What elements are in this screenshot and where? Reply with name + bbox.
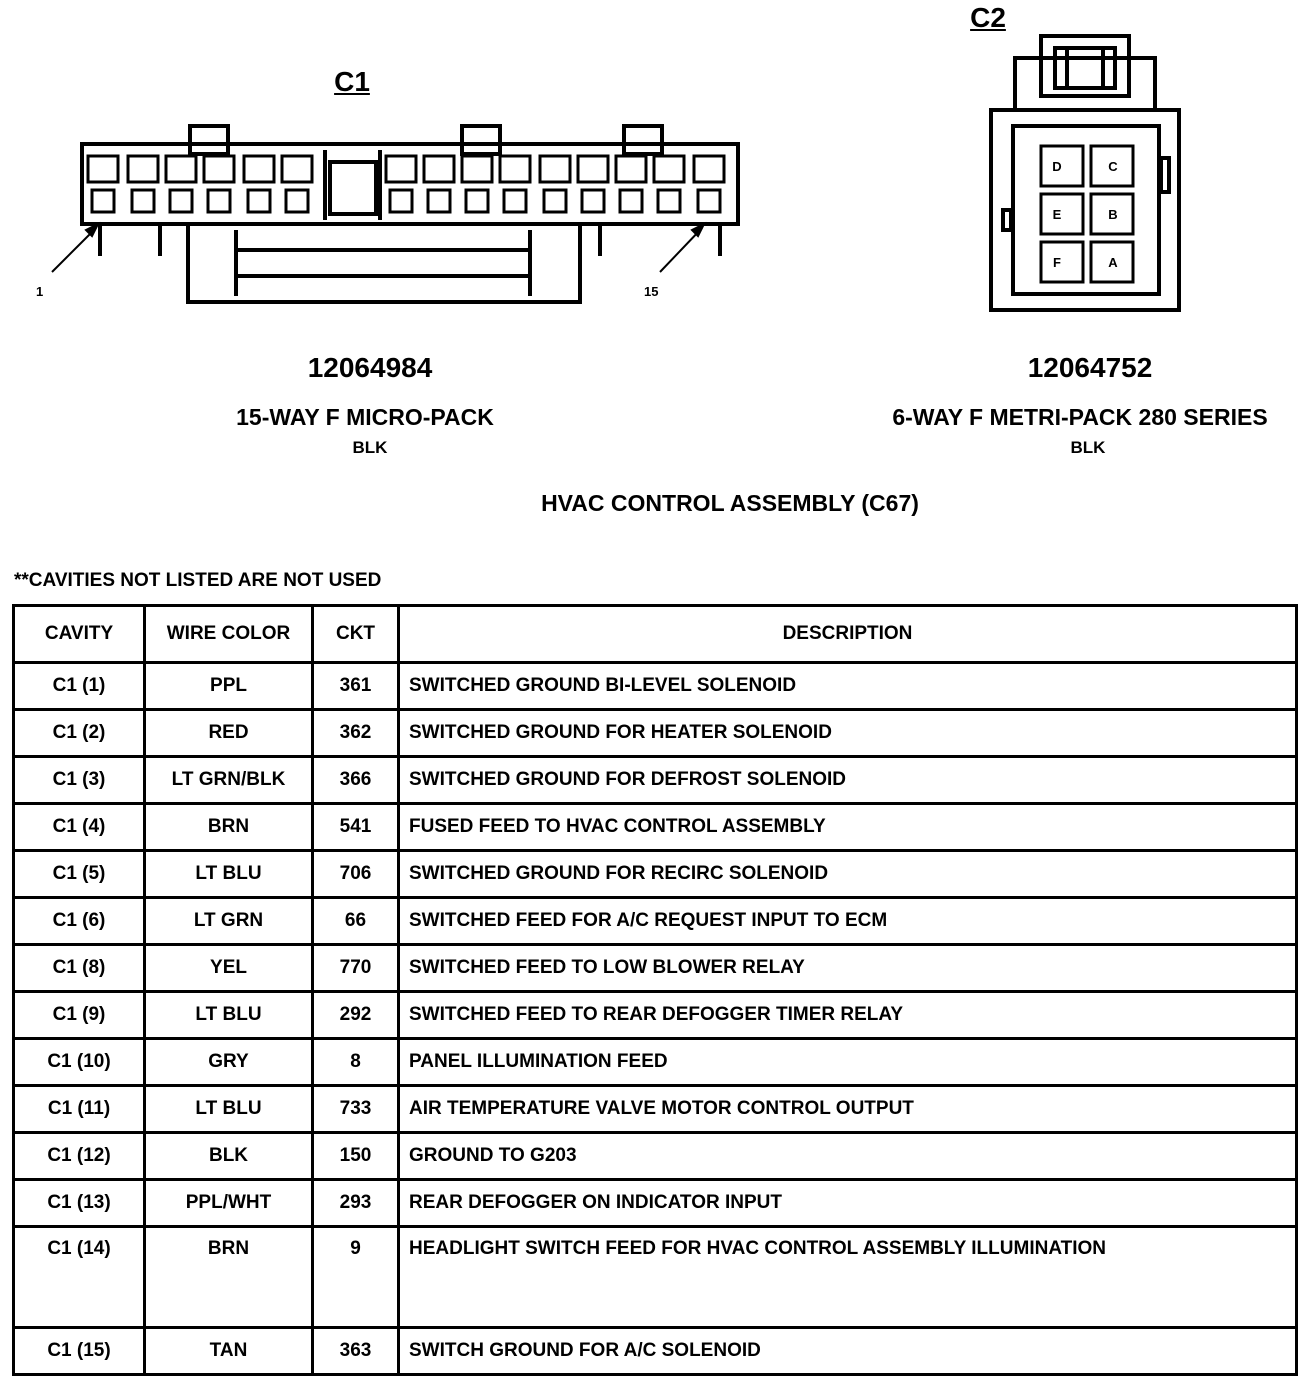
header-cavity: CAVITY [14,606,145,663]
c1-cavity-latch [462,156,492,182]
cell-description: PANEL ILLUMINATION FEED [399,1039,1297,1086]
table-row [14,1227,1297,1328]
c1-cavity-latch [128,156,158,182]
c1-cavity [658,190,680,212]
cell-cavity: C1 (15) [14,1328,145,1375]
c1-cavity [286,190,308,212]
cell-cavity: C1 (3) [14,757,145,804]
wire-table [12,604,1298,1376]
c2-cavity-label: C [1108,159,1118,174]
header-wire-color: WIRE COLOR [145,606,313,663]
c1-pin-1-label: 1 [36,284,44,299]
header-ckt: CKT [313,606,399,663]
cell-description: SWITCHED GROUND BI-LEVEL SOLENOID [399,663,1297,710]
c1-cavity-latch [578,156,608,182]
cell-description: SWITCHED FEED FOR A/C REQUEST INPUT TO ECM [399,898,1297,945]
c1-cavity [582,190,604,212]
c2-color: BLK [1070,438,1106,457]
c1-connector-drawing [0,110,760,310]
c1-cavity [698,190,720,212]
cell-wire-color: BRN [145,1227,313,1328]
cell-description: GROUND TO G203 [399,1133,1297,1180]
table-row [14,1133,1297,1180]
cell-ckt: 362 [313,710,399,757]
c1-cavity [92,190,114,212]
cell-ckt: 150 [313,1133,399,1180]
cell-ckt: 363 [313,1328,399,1375]
c1-cavity [248,190,270,212]
c1-cavity-latch [654,156,684,182]
table-row [14,1086,1297,1133]
cell-cavity: C1 (8) [14,945,145,992]
table-row [14,663,1297,710]
cell-description: SWITCHED FEED TO REAR DEFOGGER TIMER RELAY [399,992,1297,1039]
cell-cavity: C1 (10) [14,1039,145,1086]
cell-wire-color: PPL [145,663,313,710]
cell-cavity: C1 (13) [14,1180,145,1227]
c1-cavity [466,190,488,212]
header-description: DESCRIPTION [399,606,1297,663]
c2-cavity-label: E [1052,207,1062,222]
cell-cavity: C1 (6) [14,898,145,945]
c1-cavity [504,190,526,212]
cell-cavity: C1 (1) [14,663,145,710]
cell-wire-color: LT BLU [145,992,313,1039]
unused-cavities-note: **CAVITIES NOT LISTED ARE NOT USED [14,570,382,591]
c1-cavity [390,190,412,212]
c1-title: C1 [334,66,370,97]
cell-description: HEADLIGHT SWITCH FEED FOR HVAC CONTROL ASSEMBLY ILLUMINATION [399,1227,1297,1328]
c1-cavity-latch [244,156,274,182]
cell-description: SWITCHED GROUND FOR RECIRC SOLENOID [399,851,1297,898]
cell-wire-color: YEL [145,945,313,992]
c1-cavity [428,190,450,212]
c1-cavity [620,190,642,212]
cell-description: AIR TEMPERATURE VALVE MOTOR CONTROL OUTPUT [399,1086,1297,1133]
cell-ckt: 366 [313,757,399,804]
cell-cavity: C1 (11) [14,1086,145,1133]
cell-wire-color: PPL/WHT [145,1180,313,1227]
c1-cavity-latch [204,156,234,182]
table-row [14,804,1297,851]
cell-cavity: C1 (12) [14,1133,145,1180]
cell-wire-color: LT BLU [145,1086,313,1133]
cell-description: SWITCH GROUND FOR A/C SOLENOID [399,1328,1297,1375]
cell-ckt: 541 [313,804,399,851]
c1-cavity-latch [386,156,416,182]
c1-cavity-latch [694,156,724,182]
cell-wire-color: BLK [145,1133,313,1180]
cell-wire-color: TAN [145,1328,313,1375]
table-row [14,945,1297,992]
c1-cavity [544,190,566,212]
c1-description: 15-WAY F MICRO-PACK [236,404,494,430]
c2-cavity-label: F [1053,255,1061,270]
cell-wire-color: BRN [145,804,313,851]
c1-cavity-latch [282,156,312,182]
c1-cavity-latch [500,156,530,182]
cell-ckt: 9 [313,1227,399,1328]
cell-wire-color: GRY [145,1039,313,1086]
c1-part-number: 12064984 [307,352,433,383]
c2-connector-drawing [985,30,1185,315]
c2-part-number: 12064752 [1027,352,1153,383]
cell-description: SWITCHED FEED TO LOW BLOWER RELAY [399,945,1297,992]
cell-description: SWITCHED GROUND FOR HEATER SOLENOID [399,710,1297,757]
table-row [14,757,1297,804]
c1-cavity-latch [88,156,118,182]
c1-cavity [208,190,230,212]
cell-cavity: C1 (5) [14,851,145,898]
cell-ckt: 8 [313,1039,399,1086]
table-row [14,992,1297,1039]
c2-cavity-label: A [1108,255,1118,270]
cell-cavity: C1 (2) [14,710,145,757]
c1-pin-15-label: 15 [644,284,659,299]
c1-cavity-latch [166,156,196,182]
c2-cavity-label: D [1052,159,1062,174]
table-row [14,851,1297,898]
cell-ckt: 770 [313,945,399,992]
c1-cavity [132,190,154,212]
cell-ckt: 706 [313,851,399,898]
cell-wire-color: LT GRN [145,898,313,945]
cell-ckt: 66 [313,898,399,945]
cell-cavity: C1 (4) [14,804,145,851]
cell-ckt: 361 [313,663,399,710]
c1-cavity [170,190,192,212]
table-row [14,1180,1297,1227]
c2-title: C2 [970,2,1006,33]
c1-cavity-latch [540,156,570,182]
c2-description: 6-WAY F METRI-PACK 280 SERIES [892,404,1268,430]
table-row [14,1039,1297,1086]
cell-description: REAR DEFOGGER ON INDICATOR INPUT [399,1180,1297,1227]
cell-wire-color: LT BLU [145,851,313,898]
c1-cavity-latch [616,156,646,182]
table-row [14,1328,1297,1375]
table-row [14,898,1297,945]
c2-cavity-label: B [1108,207,1118,222]
cell-description: FUSED FEED TO HVAC CONTROL ASSEMBLY [399,804,1297,851]
table-row [14,710,1297,757]
cell-wire-color: RED [145,710,313,757]
cell-ckt: 292 [313,992,399,1039]
table-header-row [14,606,1297,663]
cell-description: SWITCHED GROUND FOR DEFROST SOLENOID [399,757,1297,804]
cell-cavity: C1 (14) [14,1227,145,1328]
cell-cavity: C1 (9) [14,992,145,1039]
cell-ckt: 293 [313,1180,399,1227]
assembly-title: HVAC CONTROL ASSEMBLY (C67) [541,490,919,516]
c1-cavity-latch [424,156,454,182]
cell-wire-color: LT GRN/BLK [145,757,313,804]
c1-color: BLK [352,438,388,457]
cell-ckt: 733 [313,1086,399,1133]
